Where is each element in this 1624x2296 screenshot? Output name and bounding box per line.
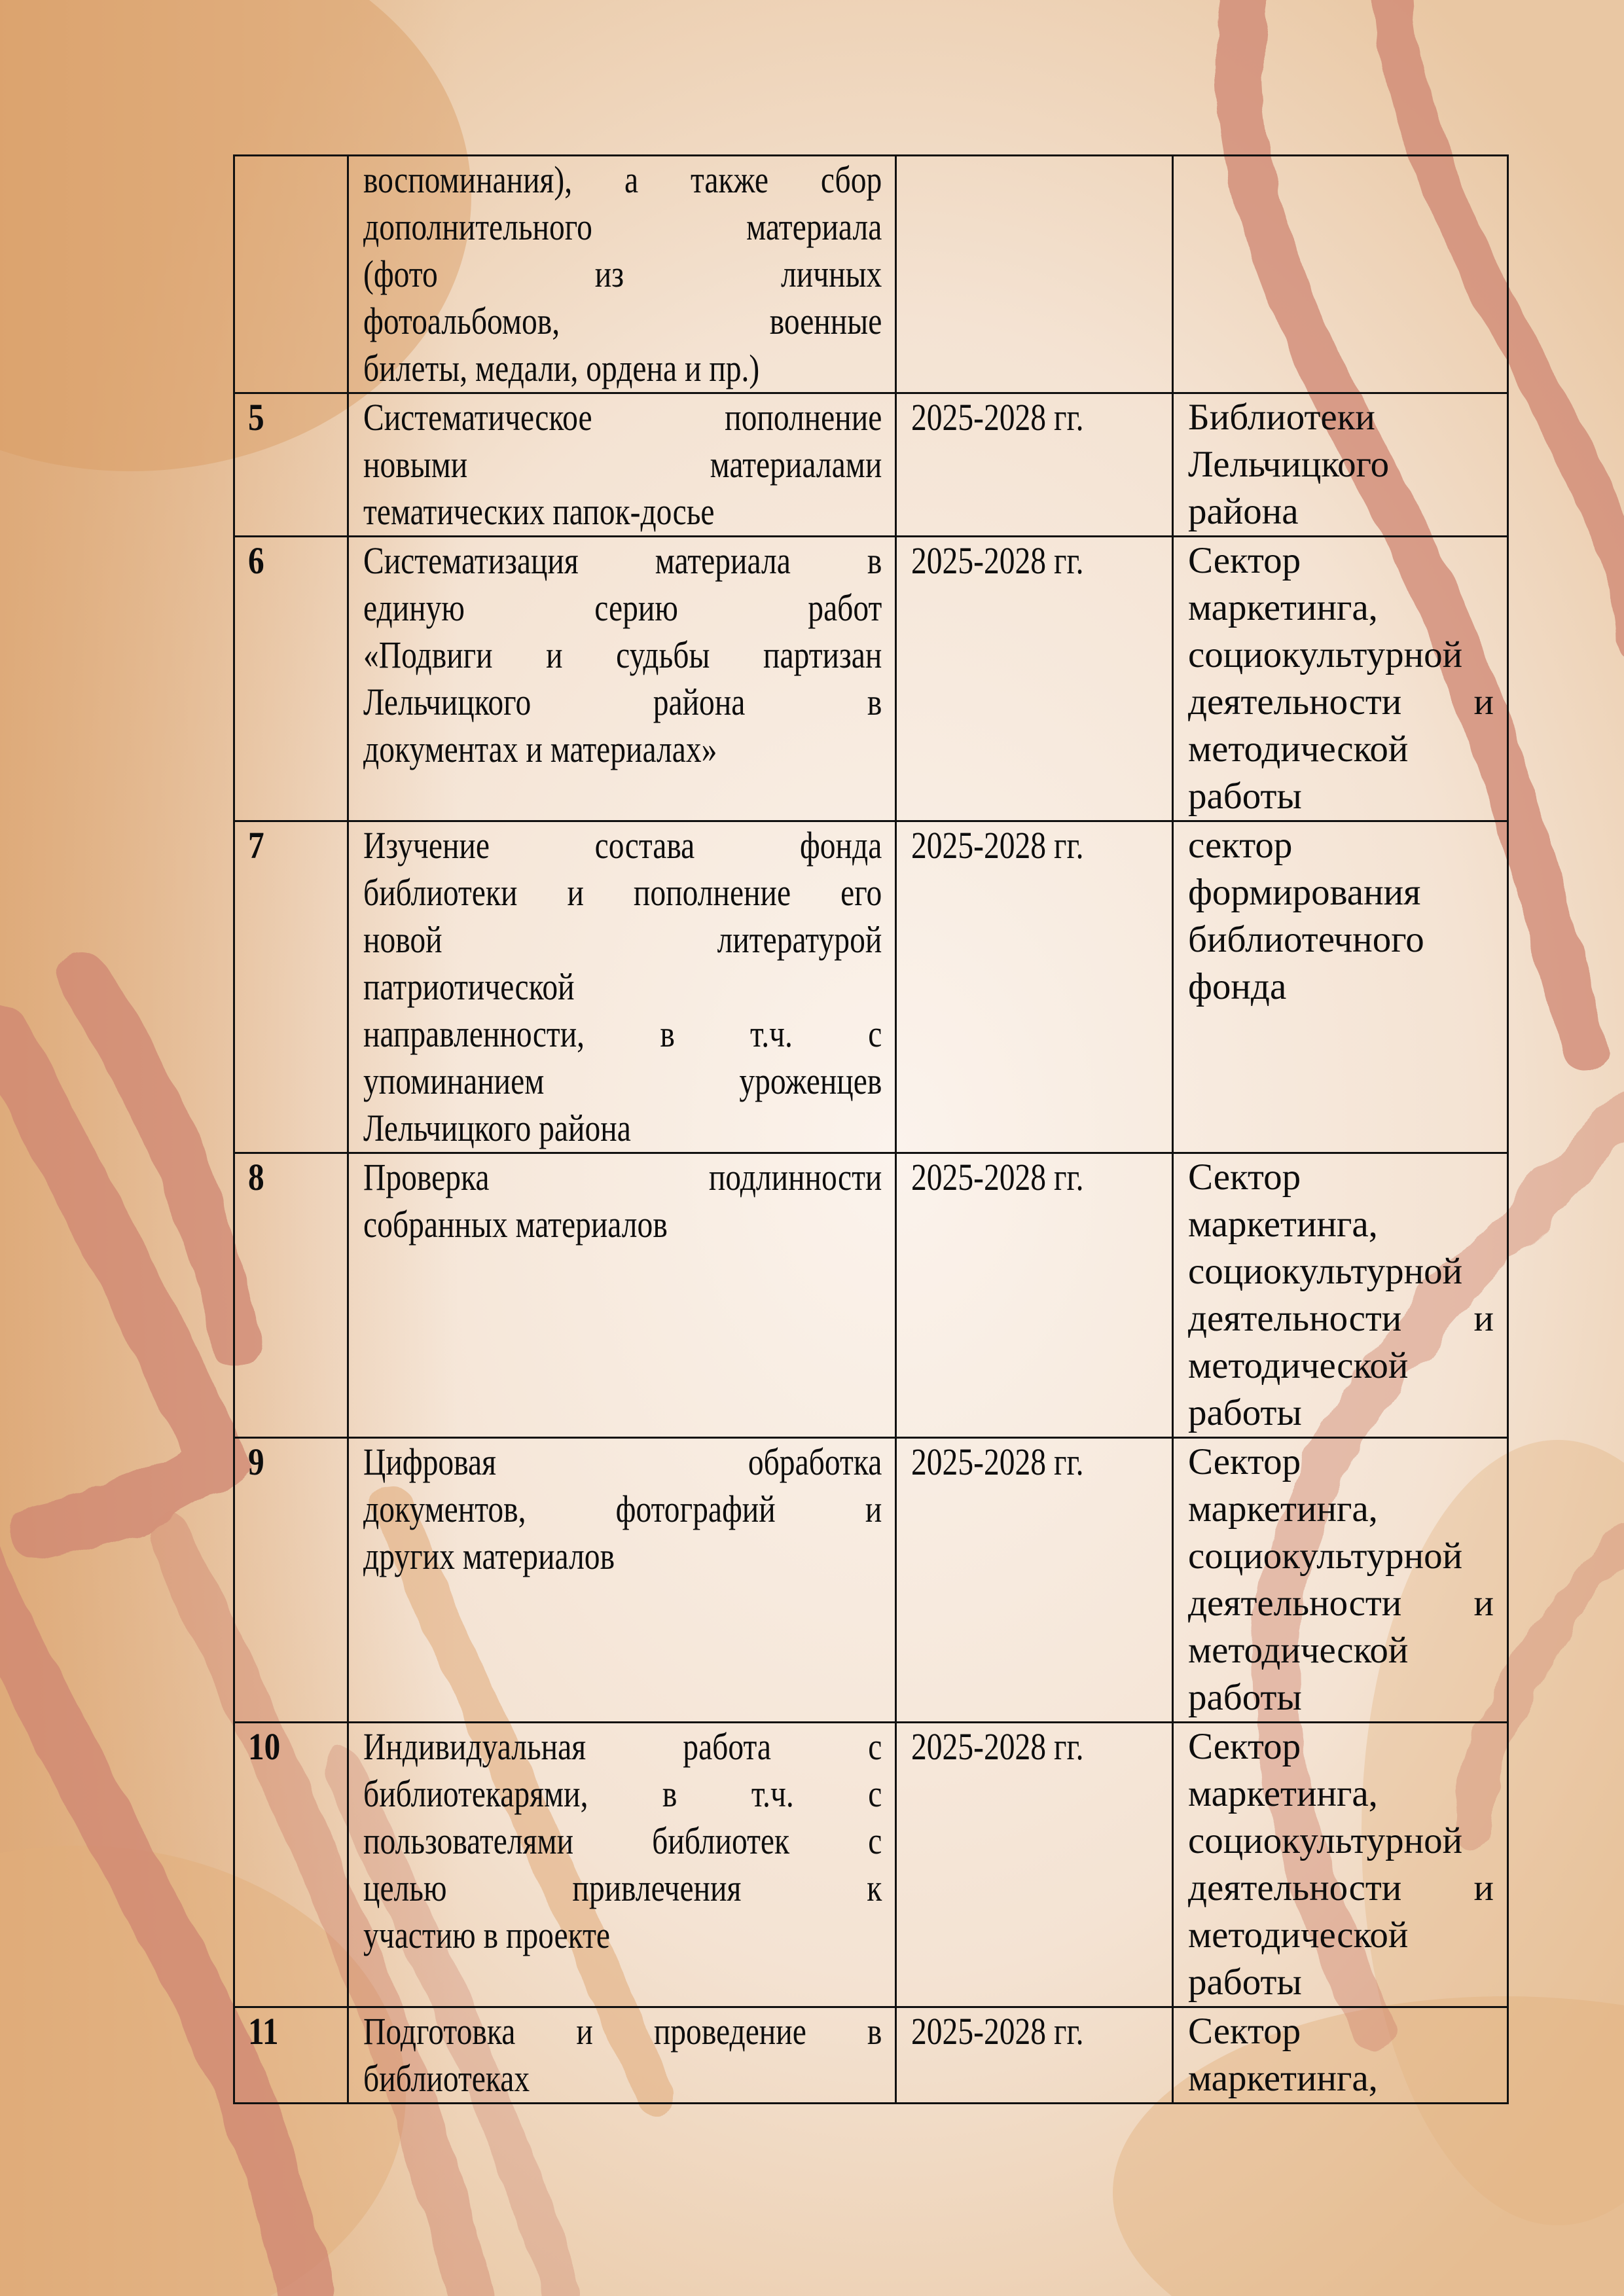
description-line: Проверка подлинности xyxy=(363,1156,882,1198)
description-line: тематических папок-досье xyxy=(363,490,715,533)
responsible-cell xyxy=(1173,156,1508,393)
responsible-cell: Библиотеки Лельчицкого района xyxy=(1173,393,1508,537)
activity-description-cell xyxy=(348,156,896,393)
activity-description-cell xyxy=(348,821,896,1153)
description-line: «Подвиги и судьбы партизан xyxy=(363,634,882,676)
description-line: Цифровая обработка xyxy=(363,1441,882,1483)
row-number-cell: 6 xyxy=(234,537,348,821)
activity-description-cell xyxy=(348,1438,896,1723)
row-number-cell: 11 xyxy=(234,2007,348,2104)
period-cell: 2025-2028 гг. xyxy=(896,393,1173,537)
table-row xyxy=(234,2007,1508,2104)
description-line: Индивидуальная работа с xyxy=(363,1725,882,1768)
description-line: библиотеки и пополнение его xyxy=(363,871,882,914)
table-row xyxy=(234,1153,1508,1438)
row-number-cell: 9 xyxy=(234,1438,348,1723)
responsible-cell: Сектор маркетинга, социокультурной деятельности и методической работы xyxy=(1173,537,1508,821)
description-line: дополнительного материала xyxy=(363,206,882,248)
table-row xyxy=(234,1438,1508,1723)
period-cell: 2025-2028 гг. xyxy=(896,1438,1173,1723)
period-cell: 2025-2028 гг. xyxy=(896,821,1173,1153)
period-cell xyxy=(896,156,1173,393)
description-line: Подготовка и проведение в xyxy=(363,2010,882,2053)
table-row xyxy=(234,156,1508,393)
description-line: упоминанием уроженцев xyxy=(363,1060,882,1102)
description-line: библиотеках xyxy=(363,2057,530,2100)
description-line: новой литературой xyxy=(363,918,882,961)
description-line: Лельчицкого района xyxy=(363,1107,631,1149)
row-number-cell: 7 xyxy=(234,821,348,1153)
activity-description-cell xyxy=(348,2007,896,2104)
description-line: билеты, медали, ордена и пр.) xyxy=(363,347,760,389)
description-line: единую серию работ xyxy=(363,586,882,629)
table-row xyxy=(234,537,1508,821)
responsible-cell: Сектор маркетинга, социокультурной деятельности и методической работы xyxy=(1173,1723,1508,2007)
activity-description-cell xyxy=(348,1723,896,2007)
description-line: библиотекарями, в т.ч. с xyxy=(363,1772,882,1815)
description-line: Систематическое пополнение xyxy=(363,396,882,439)
plan-table xyxy=(233,154,1509,2104)
description-line: пользователями библиотек с xyxy=(363,1820,882,1862)
description-line: новыми материалами xyxy=(363,443,882,486)
table-row xyxy=(234,393,1508,537)
period-cell: 2025-2028 гг. xyxy=(896,2007,1173,2104)
description-line: (фото из личных xyxy=(363,253,882,295)
description-line: документах и материалах» xyxy=(363,728,717,770)
description-line: документов, фотографий и xyxy=(363,1488,882,1530)
table-row xyxy=(234,1723,1508,2007)
responsible-cell: Сектор маркетинга, социокультурной деятельности и методической работы xyxy=(1173,1438,1508,1723)
responsible-cell: Сектор маркетинга, социокультурной деятельности и методической работы xyxy=(1173,1153,1508,1438)
responsible-cell: Сектор маркетинга, xyxy=(1173,2007,1508,2104)
activity-description-cell xyxy=(348,537,896,821)
period-cell: 2025-2028 гг. xyxy=(896,1153,1173,1438)
description-line: воспоминания), а также сбор xyxy=(363,158,882,201)
description-line: Лельчицкого района в xyxy=(363,681,882,723)
description-line: патриотической xyxy=(363,965,575,1008)
description-line: фотоальбомов, военные xyxy=(363,300,882,342)
description-line: Изучение состава фонда xyxy=(363,824,882,867)
row-number-cell xyxy=(234,156,348,393)
description-line: собранных материалов xyxy=(363,1203,668,1246)
row-number-cell: 8 xyxy=(234,1153,348,1438)
activity-description-cell xyxy=(348,1153,896,1438)
responsible-cell: сектор формирования библиотечного фонда xyxy=(1173,821,1508,1153)
description-line: направленности, в т.ч. с xyxy=(363,1013,882,1055)
description-line: целью привлечения к xyxy=(363,1867,882,1909)
row-number-cell: 10 xyxy=(234,1723,348,2007)
period-cell: 2025-2028 гг. xyxy=(896,1723,1173,2007)
activity-description-cell xyxy=(348,393,896,537)
table-row xyxy=(234,821,1508,1153)
description-line: Систематизация материала в xyxy=(363,539,882,582)
description-line: других материалов xyxy=(363,1535,615,1577)
row-number-cell: 5 xyxy=(234,393,348,537)
period-cell: 2025-2028 гг. xyxy=(896,537,1173,821)
description-line: участию в проекте xyxy=(363,1914,611,1956)
